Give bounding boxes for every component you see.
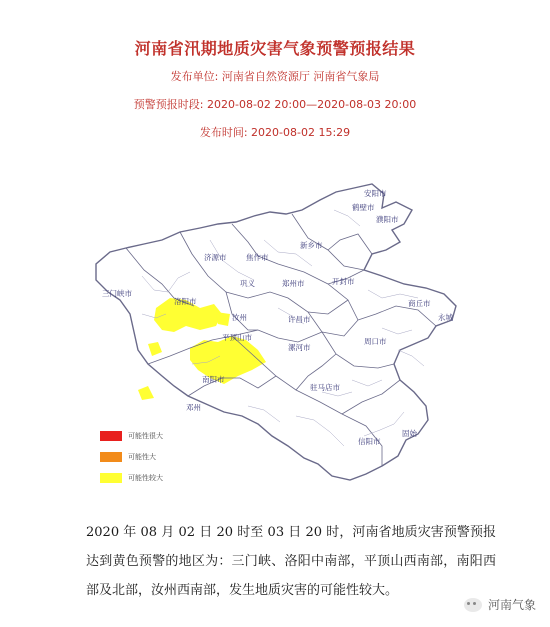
publish-time-label: 发布时间: bbox=[199, 126, 248, 139]
period-value: 2020-08-02 20:00—2020-08-03 20:00 bbox=[206, 98, 417, 111]
city-label: 许昌市 bbox=[288, 315, 311, 324]
period-line bbox=[0, 96, 550, 112]
legend-item bbox=[100, 449, 163, 465]
issuer-value: 河南省自然资源厅 河南省气象局 bbox=[221, 70, 380, 83]
watermark-text: 河南气象 bbox=[487, 598, 536, 612]
city-label: 周口市 bbox=[364, 337, 387, 346]
city-label: 鹤壁市 bbox=[352, 203, 375, 212]
city-label: 永城 bbox=[438, 313, 453, 322]
city-label: 漯河市 bbox=[288, 343, 311, 352]
legend-item bbox=[100, 428, 163, 444]
publish-time-line bbox=[0, 124, 550, 140]
legend-label: 可能性很大 bbox=[128, 432, 163, 440]
city-label: 新乡市 bbox=[300, 241, 323, 250]
city-label: 商丘市 bbox=[408, 299, 431, 308]
legend-label: 可能性较大 bbox=[128, 474, 163, 482]
city-label: 信阳市 bbox=[358, 437, 381, 446]
warning-zone-edge-2 bbox=[138, 386, 154, 400]
wechat-icon bbox=[464, 598, 482, 612]
map-legend bbox=[100, 428, 163, 491]
city-label: 固始 bbox=[402, 429, 417, 438]
legend-swatch-yellow bbox=[100, 473, 122, 483]
legend-swatch-orange bbox=[100, 452, 122, 462]
city-label: 南阳市 bbox=[202, 375, 225, 384]
city-label: 汝州 bbox=[232, 313, 247, 322]
city-label: 洛阳市 bbox=[174, 297, 197, 306]
legend-label: 可能性大 bbox=[128, 453, 156, 461]
city-label: 开封市 bbox=[332, 277, 355, 286]
page-title: 河南省汛期地质灾害气象预警预报结果 bbox=[134, 39, 416, 58]
city-label: 焦作市 bbox=[246, 253, 269, 262]
city-label: 巩义 bbox=[240, 279, 255, 288]
city-label: 邓州 bbox=[186, 403, 201, 412]
issuer-label: 发布单位: bbox=[170, 70, 219, 83]
city-label: 安阳市 bbox=[364, 189, 387, 198]
issuer-line bbox=[0, 68, 550, 84]
legend-item bbox=[100, 470, 163, 486]
warning-description: 2020 年 08 月 02 日 20 时至 03 日 20 时，河南省地质灾害预警预报达到黄色预警的地区为：三门峡、洛阳中南部，平顶山西南部，南阳西部及北部，汝州西南部，发生地质灾害的可能性较大。 bbox=[86, 525, 496, 598]
city-label: 郑州市 bbox=[282, 279, 305, 288]
warning-zone-edge-3 bbox=[216, 312, 230, 326]
city-label: 三门峡市 bbox=[102, 289, 132, 298]
legend-swatch-red bbox=[100, 431, 122, 441]
period-label: 预警预报时段: bbox=[133, 98, 204, 111]
city-label: 济源市 bbox=[204, 253, 227, 262]
city-label: 平顶山市 bbox=[222, 333, 252, 342]
watermark bbox=[464, 596, 536, 613]
city-label: 驻马店市 bbox=[310, 383, 340, 392]
publish-time-value: 2020-08-02 15:29 bbox=[251, 126, 351, 139]
city-label: 濮阳市 bbox=[376, 215, 399, 224]
